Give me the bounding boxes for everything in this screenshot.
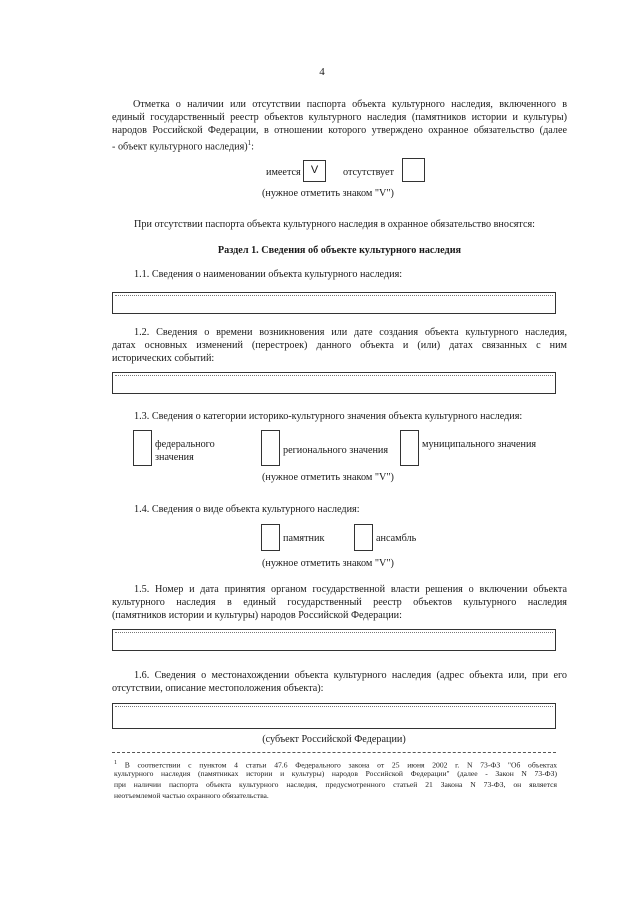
s1-3-hint: (нужное отметить знаком "V") [262,472,394,483]
section-title: Раздел 1. Сведения об объекте культурного наследия [217,245,462,256]
footnote-line-3: при наличии паспорта объекта культурного наследия, предусмотренного статьей 21 Закона N 73-ФЗ, он является [114,780,557,789]
s1-4-label: 1.4. Сведения о виде объекта культурного наследия: [134,504,360,515]
passport-present-checkbox[interactable]: V [303,160,326,182]
s1-1-label: 1.1. Сведения о наименовании объекта культурного наследия: [134,269,403,280]
footnote-line-1-text: В соответствии с пунктом 4 статьи 47.6 Федерального закона от 25 июня 2002 г. N 73-ФЗ "Об объектах [124,760,557,770]
s1-4-hint: (нужное отметить знаком "V") [262,558,394,569]
s1-6-line-1: 1.6. Сведения о местонахождении объекта культурного наследия (адрес объекта или, при его [134,670,567,681]
footnote-separator [112,752,556,753]
s1-5-line-3: (памятников истории и культуры) народов Российской Федерации: [112,610,402,621]
footnote-ref: 1 [247,139,252,147]
s1-3-federal-line-1: федерального [155,439,215,450]
passport-hint: (нужное отметить знаком "V") [262,188,394,199]
s1-4-monument-checkbox[interactable] [261,524,280,551]
absent-note: При отсутствии паспорта объекта культурного наследия в охранное обязательство вносятся: [134,219,536,230]
intro-line-2: единый государственный реестр объектов культурного наследия (памятников истории и культуры) [112,112,567,123]
s1-2-line-1: 1.2. Сведения о времени возникновения или дате создания объекта культурного наследия, [134,327,567,338]
s1-3-federal-checkbox[interactable] [133,430,152,466]
page-number: 4 [319,66,325,78]
s1-2-line-2: датах основных изменений (перестроек) данного объекта и (или) датах связанных с ним [112,340,567,351]
s1-6-caption: (субъект Российской Федерации) [262,734,406,745]
s1-3-municipal-checkbox[interactable] [400,430,419,466]
s1-3-label: 1.3. Сведения о категории историко-культурного значения объекта культурного наследия: [134,411,523,422]
s1-6-line-2: отсутствии, описание местоположения объекта): [112,683,324,694]
footnote-line-4: неотъемлемой частью охранного обязательства. [114,791,269,800]
s1-4-ensemble-label: ансамбль [376,533,417,544]
s1-3-federal-line-2: значения [155,452,194,463]
s1-1-field[interactable] [112,292,556,314]
footnote-number: 1 [114,760,117,766]
intro-line-1: Отметка о наличии или отсутствии паспорта объекта культурного наследия, включенного в [133,99,567,110]
s1-4-ensemble-checkbox[interactable] [354,524,373,551]
footnote-line-2: культурного наследия (памятниках истории и культуры) народов Российской Федерации" (далее - Закон N 73-ФЗ) [114,769,557,778]
intro-line-4-text: - объект культурного наследия) [112,141,248,153]
intro-colon: : [251,141,254,153]
passport-present-label: имеется [266,167,301,178]
s1-5-line-1: 1.5. Номер и дата принятия органом государственной власти решения о включении объекта [134,584,567,595]
s1-3-regional-checkbox[interactable] [261,430,280,466]
intro-line-3: народов Российской Федерации, в отношении которого утверждено охранное обязательство (далее [112,125,567,136]
s1-5-line-2: культурного наследия в единый государственный реестр объектов культурного наследия [112,597,567,608]
s1-2-field[interactable] [112,372,556,394]
s1-3-municipal-label: муниципального значения [422,439,537,450]
s1-6-field[interactable] [112,703,556,729]
passport-absent-label: отсутствует [343,167,394,178]
s1-3-regional-label: регионального значения [283,445,389,456]
intro-line-4 [112,137,254,153]
s1-5-field[interactable] [112,629,556,651]
passport-absent-checkbox[interactable] [402,158,425,182]
s1-2-line-3: исторических событий: [112,353,215,364]
s1-4-monument-label: памятник [283,533,325,544]
